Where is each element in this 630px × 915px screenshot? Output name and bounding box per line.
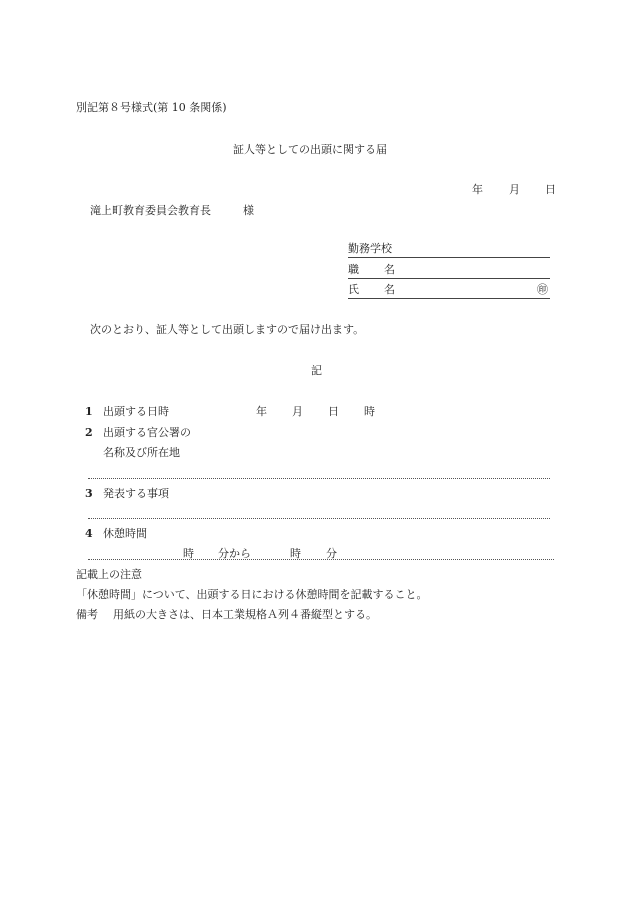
form-identifier: 別記第８号様式(第 10 条関係) bbox=[76, 101, 227, 114]
item-3-fill-line bbox=[88, 518, 550, 519]
remark-label: 備考 bbox=[76, 608, 98, 621]
position-label-2: 名 bbox=[384, 263, 395, 276]
item-3-number: 3 bbox=[85, 487, 93, 500]
note-1: 「休憩時間」について、出頭する日における休憩時間を記載すること。 bbox=[76, 588, 428, 601]
date-day-label: 日 bbox=[545, 183, 556, 196]
name-underline bbox=[348, 298, 550, 299]
item-2-label-line2: 名称及び所在地 bbox=[103, 446, 180, 459]
item-1-month: 月 bbox=[292, 405, 303, 418]
addressee: 滝上町教育委員会教育長 bbox=[90, 204, 211, 217]
item-2-fill-line bbox=[88, 478, 550, 479]
ki-heading: 記 bbox=[311, 364, 322, 377]
item-2-number: 2 bbox=[85, 426, 93, 439]
item-4-label: 休憩時間 bbox=[103, 527, 147, 540]
item-4-number: 4 bbox=[85, 527, 93, 540]
addressee-honorific: 様 bbox=[243, 204, 254, 217]
item-4-fill-line bbox=[88, 559, 554, 560]
date-year-label: 年 bbox=[472, 183, 483, 196]
item-4-from: 分から bbox=[218, 547, 251, 560]
item-3-label: 発表する事項 bbox=[103, 487, 169, 500]
item-4-hour: 時 bbox=[183, 547, 194, 560]
item-1-label: 出頭する日時 bbox=[103, 405, 169, 418]
school-label: 勤務学校 bbox=[348, 242, 392, 255]
school-underline bbox=[348, 257, 550, 258]
item-2-label-line1: 出頭する官公署の bbox=[103, 426, 191, 439]
document-title: 証人等としての出頭に関する届 bbox=[233, 143, 387, 156]
item-1-number: 1 bbox=[85, 405, 93, 418]
name-label-2: 名 bbox=[384, 283, 395, 296]
position-underline bbox=[348, 278, 550, 279]
item-1-hour: 時 bbox=[364, 405, 375, 418]
position-label-1: 職 bbox=[348, 263, 359, 276]
item-1-day: 日 bbox=[328, 405, 339, 418]
date-month-label: 月 bbox=[509, 183, 520, 196]
remark-text: 用紙の大きさは、日本工業規格Ａ列４番縦型とする。 bbox=[113, 608, 377, 621]
name-label-1: 氏 bbox=[348, 283, 359, 296]
notes-heading: 記載上の注意 bbox=[76, 568, 142, 581]
intro-text: 次のとおり、証人等として出頭しますので届け出ます。 bbox=[90, 323, 365, 336]
item-1-year: 年 bbox=[256, 405, 267, 418]
item-4-minute: 分 bbox=[326, 547, 337, 560]
item-4-hour2: 時 bbox=[290, 547, 301, 560]
seal-mark: ㊞ bbox=[537, 283, 548, 296]
